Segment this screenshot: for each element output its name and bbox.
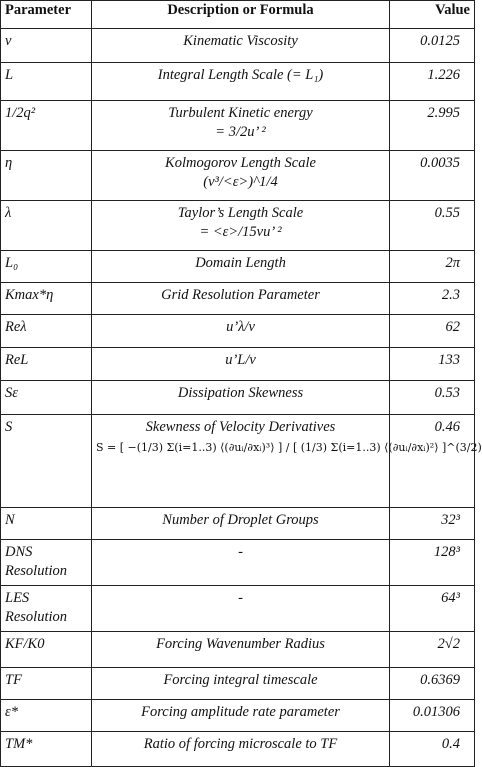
description-line: Taylor’s Length Scale (177, 205, 304, 222)
value-cell: 2.995 (390, 101, 475, 151)
description-line: Domain Length (195, 255, 286, 272)
description-cell (92, 731, 390, 766)
parameter-cell: ε* (1, 699, 92, 731)
description-line: = <ε>/15νu’ ² (199, 224, 282, 241)
value-cell: 2π (390, 251, 475, 283)
description-line: Forcing amplitude rate parameter (141, 703, 340, 720)
description-cell (92, 539, 390, 585)
table-row (1, 151, 475, 201)
description-line: Grid Resolution Parameter (161, 287, 320, 304)
value-cell: 64³ (390, 585, 475, 631)
table-row (1, 315, 475, 348)
parameter-cell: L (1, 63, 92, 101)
description-line: Integral Length Scale (= L₁) (157, 67, 324, 84)
description-line: u’L/ν (225, 352, 256, 369)
description-line: Turbulent Kinetic energy (168, 105, 313, 122)
skewness-formula: S = [ −(1/3) Σ(i=1..3) ⟨(∂uᵢ/∂xᵢ)³⟩ ] / [ (1/3) Σ(i=1..3) ⟨(∂uᵢ/∂xᵢ)²⟩ ]^(3/2) (96, 441, 482, 455)
table-row (1, 201, 475, 251)
description-cell (92, 699, 390, 731)
value-cell: 2√2 (390, 631, 475, 667)
value-cell: 0.4 (390, 731, 475, 766)
description-cell (92, 283, 390, 315)
description-line: (ν³/<ε>)^1/4 (203, 174, 278, 191)
description-cell (92, 101, 390, 151)
value-cell: 0.0125 (390, 29, 475, 63)
table-row (1, 251, 475, 283)
value-cell: 2.3 (390, 283, 475, 315)
value-cell: 0.01306 (390, 699, 475, 731)
description-line: Ratio of forcing microscale to TF (143, 735, 338, 752)
description-cell (92, 251, 390, 283)
table-row (1, 381, 475, 415)
description-line: = 3/2u’ ² (215, 124, 266, 141)
table-row (1, 539, 475, 585)
table-row (1, 631, 475, 667)
parameter-cell: Sε (1, 381, 92, 415)
parameter-cell: KF/K0 (1, 631, 92, 667)
value-cell: 0.55 (390, 201, 475, 251)
value-cell: 133 (390, 348, 475, 381)
table-row (1, 348, 475, 381)
description-line: Forcing integral timescale (163, 671, 318, 688)
description-line: Kolmogorov Length Scale (165, 155, 316, 172)
table-row (1, 415, 475, 507)
description-cell (92, 151, 390, 201)
table-row (1, 699, 475, 731)
parameter-cell: λ (1, 201, 92, 251)
value-cell: 32³ (390, 507, 475, 539)
description-line: u’λ/ν (226, 319, 255, 336)
value-cell: 0.46 (390, 415, 475, 507)
parameter-cell: L₀ (1, 251, 92, 283)
description-cell (92, 631, 390, 667)
parameter-cell: η (1, 151, 92, 201)
parameter-cell: TF (1, 667, 92, 699)
value-cell: 62 (390, 315, 475, 348)
description-cell (92, 348, 390, 381)
parameter-cell: Reλ (1, 315, 92, 348)
parameter-cell: Kmax*η (1, 283, 92, 315)
description-cell (92, 29, 390, 63)
description-line: Skewness of Velocity Derivatives (145, 419, 336, 436)
parameter-cell: TM* (1, 731, 92, 766)
parameter-cell: DNS Resolution (1, 539, 92, 585)
value-cell: 0.0035 (390, 151, 475, 201)
description-line: Number of Droplet Groups (162, 511, 319, 528)
parameter-cell: N (1, 507, 92, 539)
table-row (1, 507, 475, 539)
table-row (1, 731, 475, 766)
value-cell: 0.53 (390, 381, 475, 415)
table-row (1, 63, 475, 101)
table-row (1, 667, 475, 699)
description-cell (92, 201, 390, 251)
description-cell (92, 63, 390, 101)
description-cell (92, 585, 390, 631)
parameter-cell: LES Resolution (1, 585, 92, 631)
parameter-cell: ReL (1, 348, 92, 381)
header-parameter: Parameter (1, 1, 92, 29)
header-description: Description or Formula (92, 1, 390, 29)
value-cell: 0.6369 (390, 667, 475, 699)
table-row (1, 585, 475, 631)
header-value: Value (390, 1, 475, 29)
table-row (1, 101, 475, 151)
header-row (1, 1, 475, 29)
value-cell: 128³ (390, 539, 475, 585)
parameter-cell: S (1, 415, 92, 507)
description-line: Forcing Wavenumber Radius (156, 635, 325, 652)
description-line: - (238, 589, 243, 606)
description-line: Kinematic Viscosity (183, 33, 298, 49)
table-body (1, 29, 482, 767)
description-cell (92, 667, 390, 699)
description-line: Dissipation Skewness (177, 385, 304, 402)
description-cell (92, 381, 390, 415)
parameter-cell: ν (1, 29, 92, 63)
description-cell (92, 507, 390, 539)
parameter-cell: 1/2q² (1, 101, 92, 151)
value-cell: 1.226 (390, 63, 475, 101)
table-row (1, 283, 475, 315)
description-line: - (238, 543, 243, 560)
table-row (1, 29, 475, 63)
description-cell (92, 315, 390, 348)
